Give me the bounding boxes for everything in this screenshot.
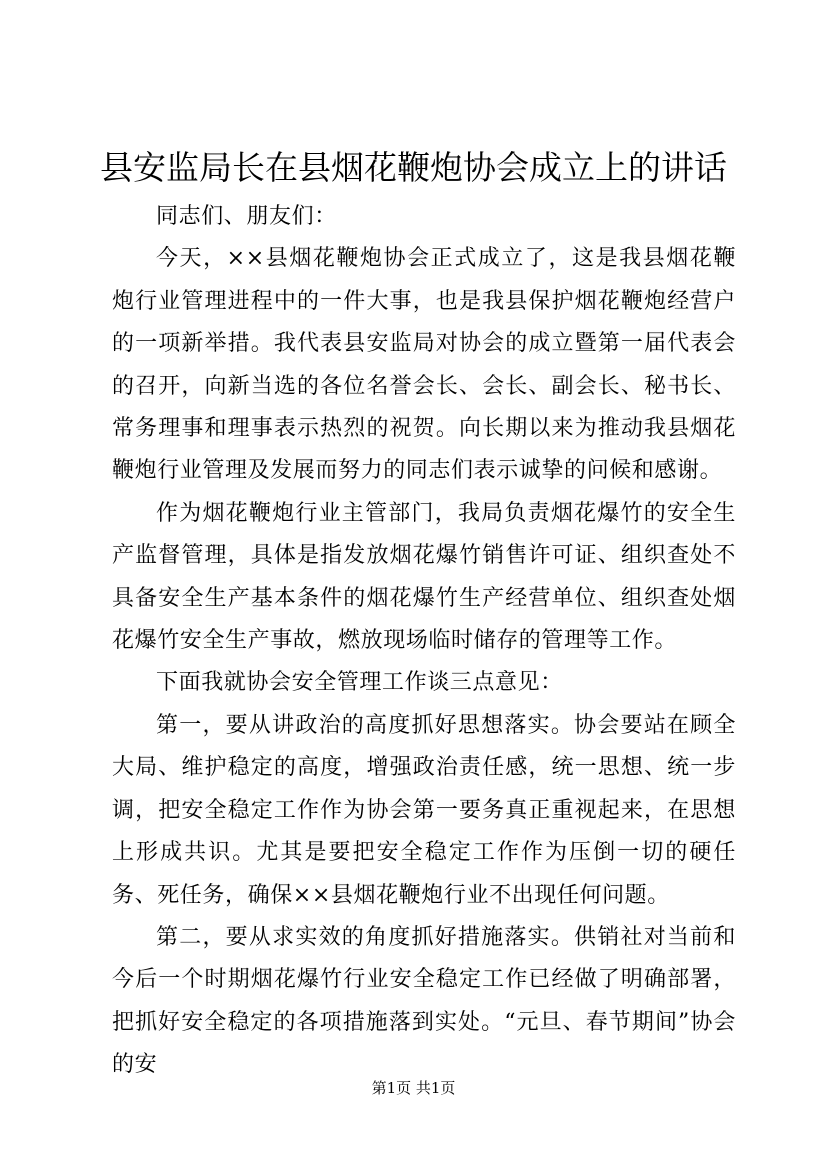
page-footer: 第1页 共1页: [371, 1079, 456, 1097]
salutation-paragraph: 同志们、朋友们：: [156, 204, 337, 229]
body-paragraph: 第二，要从求实效的角度抓好措施落实。供销社对当前和今后一个时期烟花爆竹行业安全稳定工作已经做了明确部署，把抓好安全稳定的各项措施落到实处。“元旦、春节期间”协会的安: [112, 924, 736, 1078]
document-title: 县安监局长在县烟花鞭炮协会成立上的讲话: [100, 148, 727, 187]
body-paragraph: 今天，××县烟花鞭炮协会正式成立了，这是我县烟花鞭炮行业管理进程中的一件大事，也是我县保护烟花鞭炮经营户的一项新举措。我代表县安监局对协会的成立暨第一届代表会的召开，向新当选的各位名誉会长、会长、副会长、秘书长、常务理事和理事表示热烈的祝贺。向长期以来为推动我县烟花鞭炮行业管理及发展而努力的同志们表示诚挚的问候和感谢。: [112, 246, 736, 484]
body-paragraph: 第一，要从讲政治的高度抓好思想落实。协会要站在顾全大局、维护稳定的高度，增强政治责任感，统一思想、统一步调，把安全稳定工作作为协会第一要务真正重视起来，在思想上形成共识。尤其是要把安全稳定工作作为压倒一切的硬任务、死任务，确保××县烟花鞭炮行业不出现任何问题。: [112, 712, 736, 908]
body-paragraph: 下面我就协会安全管理工作谈三点意见：: [156, 670, 563, 696]
body-paragraph: 作为烟花鞭炮行业主管部门，我局负责烟花爆竹的安全生产监督管理，具体是指发放烟花爆竹销售许可证、组织查处不具备安全生产基本条件的烟花爆竹生产经营单位、组织查处烟花爆竹安全生产事故，燃放现场临时储存的管理等工作。: [112, 500, 736, 654]
document-body: [112, 196, 736, 1087]
